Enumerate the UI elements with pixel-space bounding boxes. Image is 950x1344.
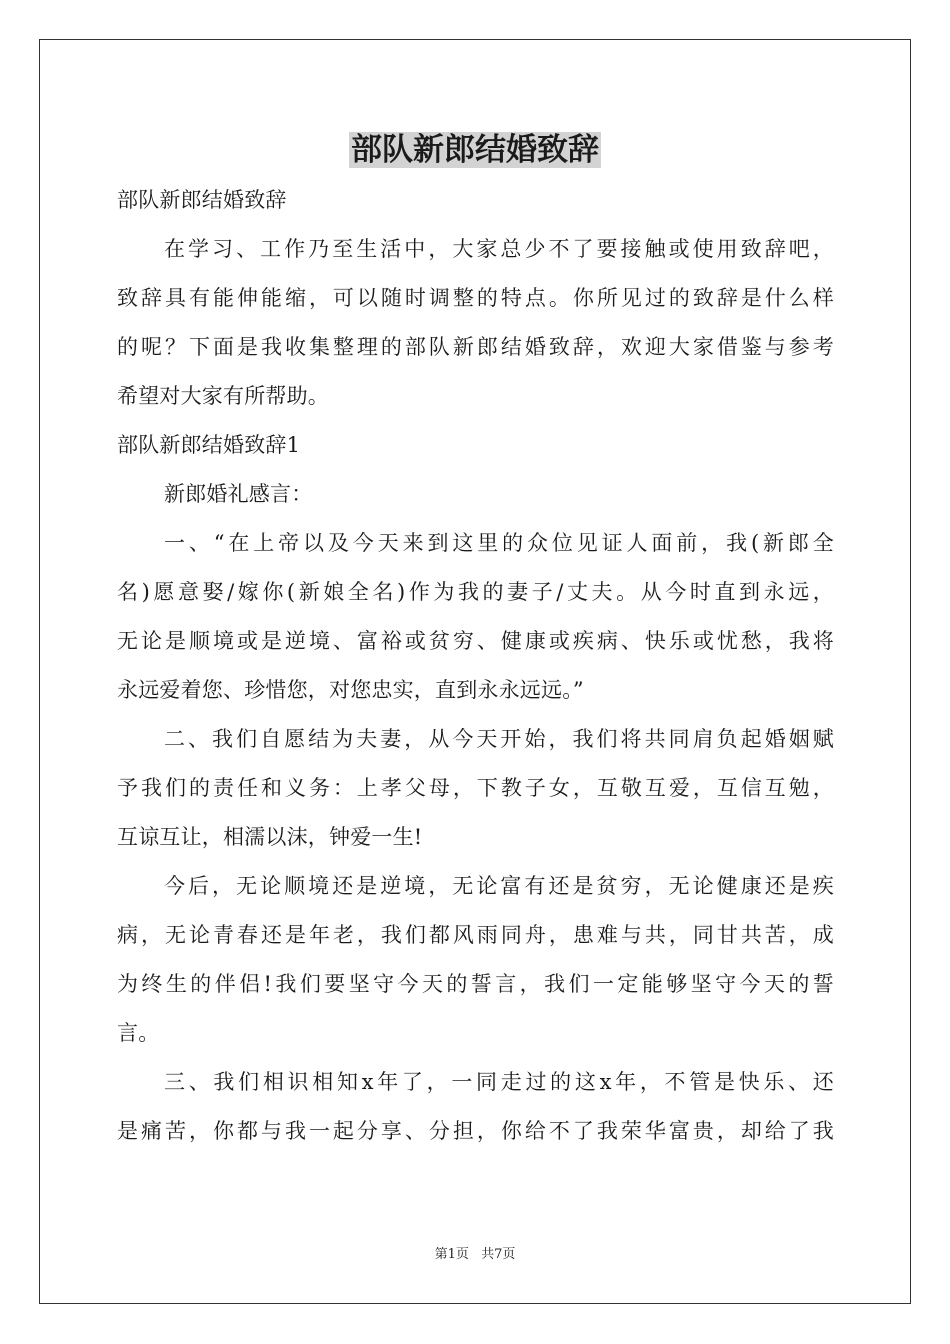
text-line: 言。 — [117, 1021, 160, 1045]
document-title-text: 部队新郎结婚致辞 — [351, 132, 599, 168]
text-line: 无论是顺境或是逆境、富裕或贫穷、健康或疾病、快乐或忧愁，我将 — [117, 629, 834, 653]
text-line: 二、我们自愿结为夫妻，从今天开始，我们将共同肩负起婚姻赋 — [164, 727, 834, 751]
text-line: 的呢？下面是我收集整理的部队新郎结婚致辞，欢迎大家借鉴与参考 — [117, 335, 834, 359]
text-line: 今后，无论顺境还是逆境，无论富有还是贫穷，无论健康还是疾 — [164, 874, 834, 898]
text-line: 予我们的责任和义务：上孝父母，下教子女，互敬互爱，互信互勉， — [117, 776, 834, 800]
text-line: 希望对大家有所帮助。 — [117, 384, 329, 408]
text-line: 病，无论青春还是年老，我们都风雨同舟，患难与共，同甘共苦，成 — [117, 923, 834, 947]
text-line: 部队新郎结婚致辞 — [117, 188, 287, 212]
text-line: 一、“在上帝以及今天来到这里的众位见证人面前，我(新郎全 — [164, 531, 834, 555]
text-line: 名)愿意娶/嫁你(新娘全名)作为我的妻子/丈夫。从今时直到永远， — [117, 580, 834, 604]
text-line: 是痛苦，你都与我一起分享、分担，你给不了我荣华富贵，却给了我 — [117, 1119, 834, 1143]
text-line: 在学习、工作乃至生活中，大家总少不了要接触或使用致辞吧， — [164, 237, 834, 261]
text-line: 互谅互让，相濡以沫，钟爱一生! — [117, 825, 423, 849]
text-line: 致辞具有能伸能缩，可以随时调整的特点。你所见过的致辞是什么样 — [117, 286, 834, 310]
text-line: 新郎婚礼感言： — [164, 482, 313, 506]
text-line: 三、我们相识相知x年了，一同走过的这x年，不管是快乐、还 — [164, 1070, 834, 1094]
document-body — [117, 176, 834, 1156]
page-footer — [0, 1246, 950, 1264]
page-number: 第1页 — [434, 1247, 469, 1262]
text-line: 为终生的伴侣!我们要坚守今天的誓言，我们一定能够坚守今天的誓 — [117, 972, 834, 996]
text-line: 永远爱着您、珍惜您，对您忠实，直到永永远远。” — [117, 678, 584, 702]
page-total: 共7页 — [481, 1247, 516, 1262]
document-title — [0, 128, 950, 172]
text-line: 部队新郎结婚致辞1 — [117, 433, 301, 457]
